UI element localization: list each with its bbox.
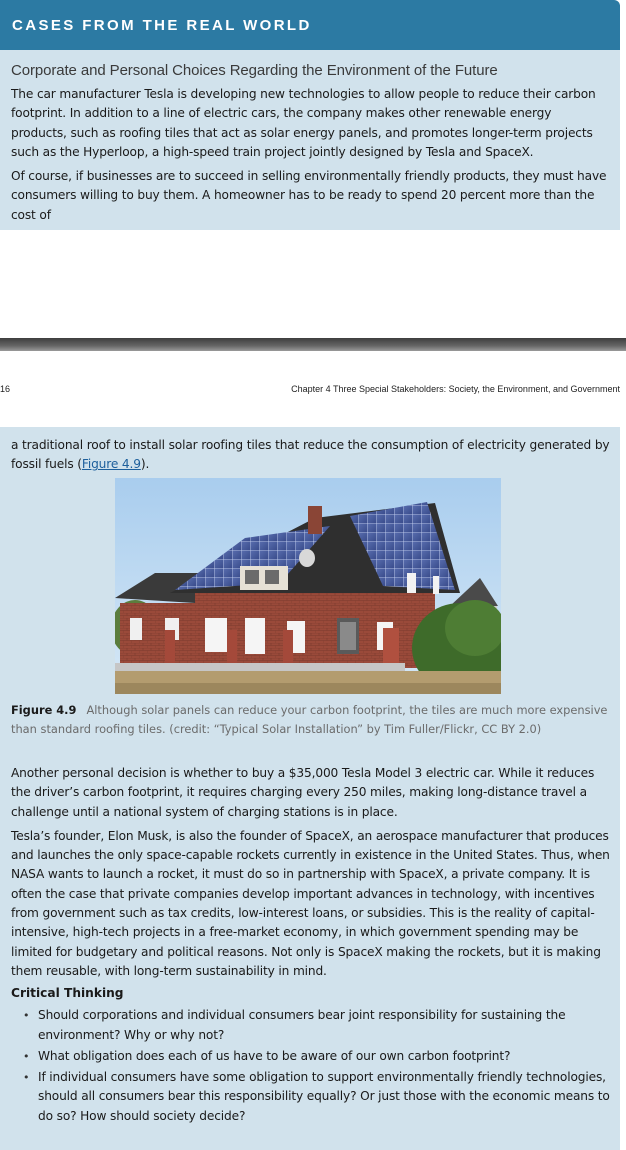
continued-text: a traditional roof to install solar roofing tiles that reduce the consumption of electricity generated by fossil fuels ( <box>11 438 610 472</box>
solar-house-photo <box>115 478 501 694</box>
continued-text-end: ). <box>140 457 150 472</box>
figure-caption-text: Although solar panels can reduce your carbon footprint, the tiles are much more expensive than standard roofing tiles. (credit: “Typical Solar Installation” by Tim Fuller/Flickr, CC BY 2.0) <box>11 703 608 736</box>
continued-paragraph <box>11 436 610 475</box>
feature-title: CASES FROM THE REAL WORLD <box>12 16 312 34</box>
figure-caption <box>11 701 611 739</box>
figure-link[interactable]: Figure 4.9 <box>81 457 141 472</box>
case-subheading: Corporate and Personal Choices Regarding the Environment of the Future <box>11 62 498 79</box>
critical-thinking-question: • What obligation does each of us have to be aware of our own carbon footprint? <box>27 1047 611 1066</box>
critical-thinking-question: • Should corporations and individual consumers bear joint responsibility for sustaining the environment? Why or why not? <box>27 1006 611 1045</box>
body-paragraph-4: Tesla’s founder, Elon Musk, is also the founder of SpaceX, an aerospace manufacturer that produces and launches the only space-capable rockets currently in existence in the United States. Thus, when NASA wants to launch a rocket, it must do so in partnership with SpaceX, a private company. It is often the case that private companies develop important advances in technology, with incentives from government such as tax credits, low-interest loans, or subsidies. This is the reality of capital-intensive, high-tech projects in a free-market economy, in which government spending may be limited for budgetary and political reasons. Not only is SpaceX making the rockets, but it is making them reusable, with long-term sustainability in mind. <box>11 828 610 978</box>
figure-label: Figure 4.9 <box>11 703 77 717</box>
page-number: 16 <box>0 384 11 394</box>
running-head: Chapter 4 Three Special Stakeholders: Society, the Environment, and Government <box>291 384 620 394</box>
case-body <box>11 764 611 1128</box>
page-gap <box>0 230 626 338</box>
feature-header <box>0 0 620 50</box>
critical-thinking-list <box>11 1006 611 1126</box>
body-paragraph-3: Another personal decision is whether to buy a $35,000 Tesla Model 3 electric car. While it reduces the driver’s carbon footprint, it requires charging every 250 miles, making long-distance travel a challenge until a national system of charging stations is in place. <box>11 766 595 819</box>
case-box-top <box>0 50 620 230</box>
case-paragraph-1: The car manufacturer Tesla is developing new technologies to allow people to reduce their carbon footprint. In addition to a line of electric cars, the company makes other renewable energy products, such as roofing tiles that act as solar energy panels, and promotes longer-term projects such as the Hyperloop, a high-speed train project jointly designed by Tesla and SpaceX. <box>11 87 596 159</box>
case-box-bottom <box>0 427 620 1150</box>
critical-thinking-heading: Critical Thinking <box>11 986 124 1001</box>
case-paragraph-2: Of course, if businesses are to succeed in selling environmentally friendly products, they must have consumers willing to buy them. A homeowner has to be ready to spend 20 percent more than the cost of <box>11 169 607 222</box>
critical-thinking-question: • If individual consumers have some obligation to support environmentally friendly technologies, should all consumers bear this responsibility equally? Or just those with the economic means to do so? How should society decide? <box>27 1068 611 1126</box>
page-divider <box>0 338 626 351</box>
